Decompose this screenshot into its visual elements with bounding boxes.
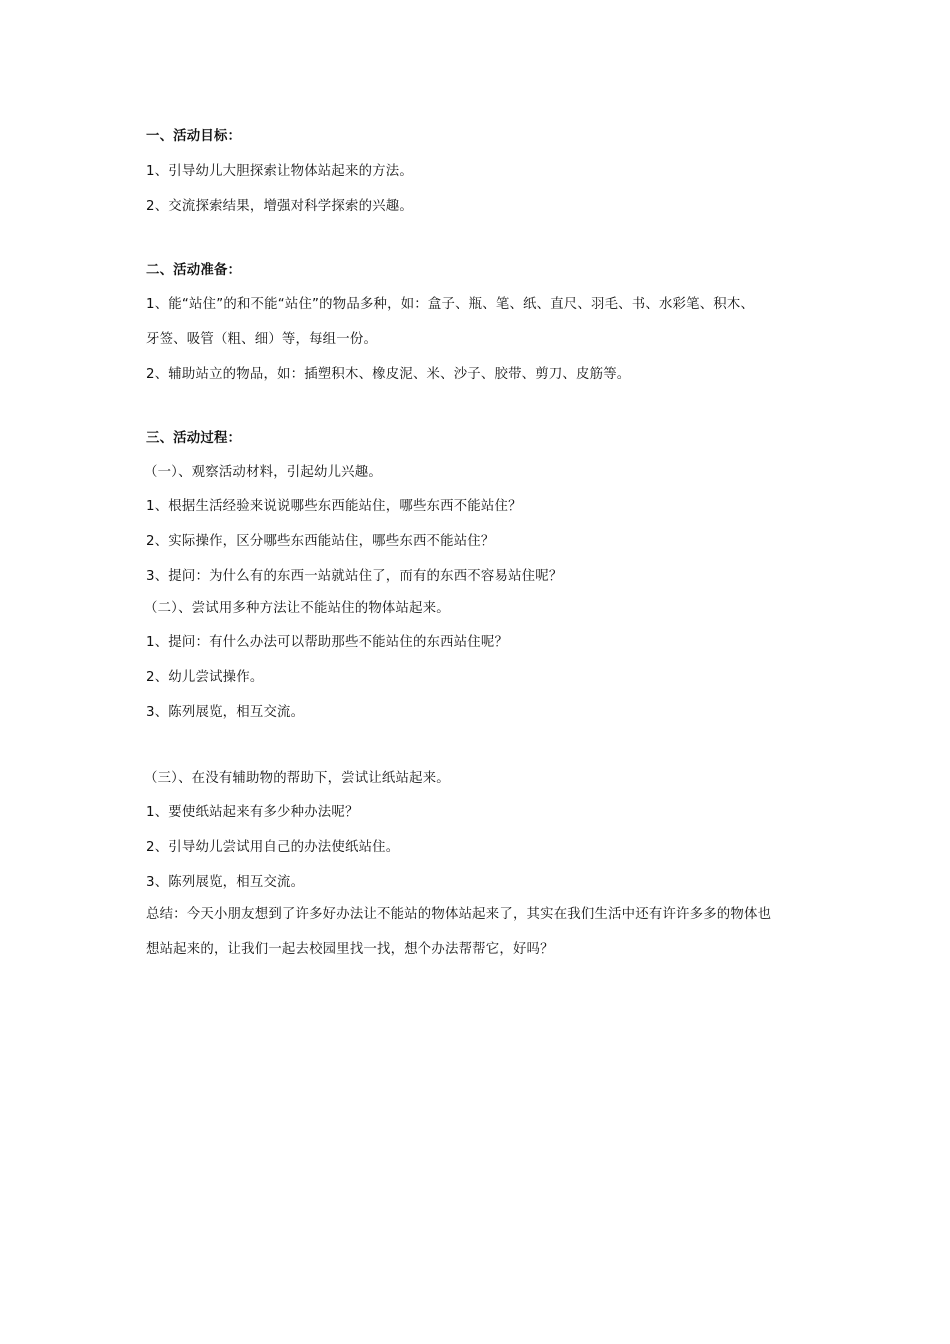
process-part-2-title: （二）、尝试用多种方法让不能站住的物体站起来。 <box>144 601 450 616</box>
process-part-3-item-3: 3、陈列展览，相互交流。 <box>146 875 305 890</box>
section-heading-goals: 一、活动目标： <box>146 129 242 144</box>
summary-line-1: 总结：今天小朋友想到了许多好办法让不能站的物体站起来了，其实在我们生活中还有许许多多的物体也 <box>146 907 772 922</box>
process-part-2-item-1: 1、提问：有什么办法可以帮助那些不能站住的东西站住呢？ <box>146 635 509 650</box>
process-part-1-item-2: 2、实际操作，区分哪些东西能站住，哪些东西不能站住？ <box>146 534 495 549</box>
preparation-item-2: 2、辅助站立的物品，如：插塑积木、橡皮泥、米、沙子、胶带、剪刀、皮筋等。 <box>146 367 631 382</box>
process-part-1-item-3: 3、提问：为什么有的东西一站就站住了，而有的东西不容易站住呢？ <box>146 569 563 584</box>
summary-line-2: 想站起来的，让我们一起去校园里找一找，想个办法帮帮它，好吗？ <box>146 942 554 957</box>
preparation-item-1-line-1: 1、能“站住”的和不能“站住”的物品多种，如：盒子、瓶、笔、纸、直尺、羽毛、书、水彩笔、积木、 <box>146 297 755 312</box>
process-part-3-title: （三）、在没有辅助物的帮助下，尝试让纸站起来。 <box>144 771 450 786</box>
process-part-3-item-1: 1、要使纸站起来有多少种办法呢？ <box>146 805 359 820</box>
process-part-2-item-2: 2、幼儿尝试操作。 <box>146 670 264 685</box>
section-heading-process: 三、活动过程： <box>146 431 242 446</box>
process-part-1-title: （一）、观察活动材料，引起幼儿兴趣。 <box>144 465 382 480</box>
process-part-2-item-3: 3、陈列展览，相互交流。 <box>146 705 305 720</box>
process-part-3-item-2: 2、引导幼儿尝试用自己的办法使纸站住。 <box>146 840 400 855</box>
section-heading-preparation: 二、活动准备： <box>146 263 242 278</box>
goal-item-2: 2、交流探索结果，增强对科学探索的兴趣。 <box>146 199 413 214</box>
preparation-item-1-line-2: 牙签、吸管（粗、细）等，每组一份。 <box>146 332 378 347</box>
process-part-1-item-1: 1、根据生活经验来说说哪些东西能站住，哪些东西不能站住？ <box>146 499 522 514</box>
goal-item-1: 1、引导幼儿大胆探索让物体站起来的方法。 <box>146 164 413 179</box>
